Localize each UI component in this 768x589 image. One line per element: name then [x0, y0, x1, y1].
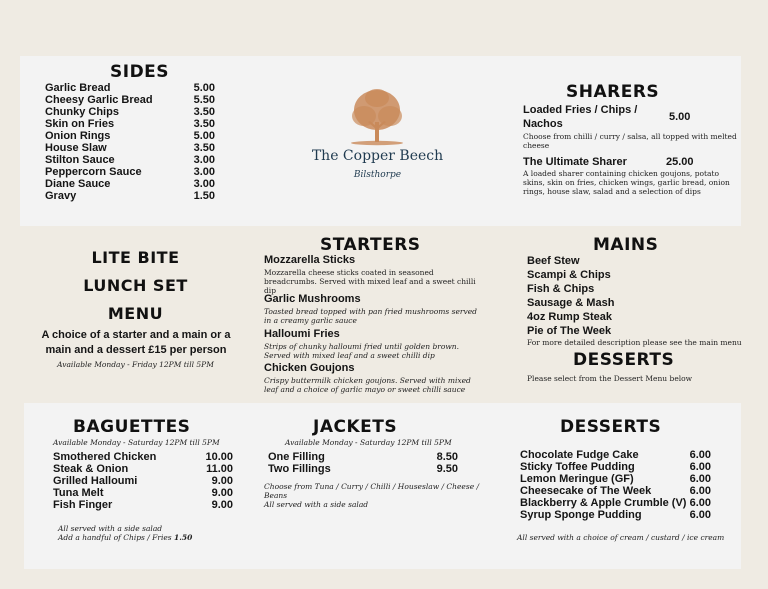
list-item: Syrup Sponge Pudding 6.00: [520, 509, 711, 521]
lite-title-2: LUNCH SET: [83, 276, 188, 295]
sharer-2-name: The Ultimate Sharer: [523, 156, 627, 168]
starters-title: STARTERS: [320, 235, 421, 255]
jackets-desc: Choose from Tuna / Curry / Chilli / Houseslaw / Cheese / Beans: [264, 482, 480, 500]
list-item: Diane Sauce 3.00: [45, 178, 215, 190]
list-item: Cheesy Garlic Bread 5.50: [45, 94, 215, 106]
sharer-1-name: Loaded Fries / Chips / Nachos: [523, 104, 638, 130]
sharer-1-desc: Choose from chilli / curry / salsa, all topped with melted cheese: [523, 132, 737, 150]
logo: [300, 86, 455, 190]
list-item: Peppercorn Sauce 3.00: [45, 166, 215, 178]
desserts-lite-note: Please select from the Dessert Menu below: [527, 374, 693, 383]
list-item: Sausage & Mash: [527, 297, 615, 309]
list-item: Cheesecake of The Week 6.00: [520, 485, 711, 497]
list-item: Stilton Sauce 3.00: [45, 154, 215, 166]
starter-4-desc: Crispy buttermilk chicken goujons. Served with mixed leaf and a choice of garlic mayo or sweet chilli sauce: [264, 376, 471, 394]
list-item: Smothered Chicken 10.00: [53, 451, 233, 463]
list-item: Onion Rings 5.00: [45, 130, 215, 142]
starter-1-name: Mozzarella Sticks: [264, 254, 356, 266]
baguettes-title: BAGUETTES: [73, 417, 191, 437]
jackets-note: Available Monday - Saturday 12PM till 5PM: [285, 438, 452, 447]
sharers-title: SHARERS: [566, 82, 660, 102]
list-item: Pie of The Week: [527, 325, 612, 337]
list-item: Chocolate Fudge Cake 6.00: [520, 449, 711, 461]
list-item: 4oz Rump Steak: [527, 311, 612, 323]
jackets-footer: All served with a side salad: [264, 500, 369, 509]
desserts-footer: All served with a choice of cream / custard / ice cream: [517, 533, 725, 542]
list-item: Two Fillings 9.50: [268, 463, 458, 475]
desserts-lite-title: DESSERTS: [573, 350, 675, 370]
logo-location: Bilsthorpe: [353, 170, 402, 180]
mains-title: MAINS: [593, 235, 659, 255]
list-item: Sticky Toffee Pudding 6.00: [520, 461, 711, 473]
list-item: House Slaw 3.50: [45, 142, 215, 154]
mains-note: For more detailed description please see the main menu: [527, 338, 742, 347]
sharer-2-desc: A loaded sharer containing chicken goujons, potato skins, skin on fries, chicken wings, garlic bread, onion rings, house slaw, salad and a selection of dips: [523, 169, 730, 196]
jackets-title: JACKETS: [313, 417, 398, 437]
list-item: Fish Finger 9.00: [53, 499, 233, 511]
baguettes-note: Available Monday - Saturday 12PM till 5PM: [53, 438, 220, 447]
list-item: Garlic Bread 5.00: [45, 82, 215, 94]
list-item: Skin on Fries 3.50: [45, 118, 215, 130]
lite-note: Available Monday - Friday 12PM till 5PM: [57, 360, 214, 369]
sharer-2-price: 25.00: [666, 156, 694, 168]
sides-title: SIDES: [110, 62, 170, 82]
list-item: Beef Stew: [527, 255, 580, 267]
sharer-1-price: 5.00: [669, 111, 691, 123]
list-item: Chunky Chips 3.50: [45, 106, 215, 118]
starter-1-desc: Mozzarella cheese sticks coated in seasoned breadcrumbs. Served with mixed leaf and a sweet chilli dip: [264, 268, 476, 295]
list-item: Steak & Onion 11.00: [53, 463, 233, 475]
starter-3-desc: Strips of chunky halloumi fried until golden brown. Served with mixed leaf and a sweet chilli dip: [264, 342, 459, 360]
baguettes-footer-2: Add a handful of Chips / Fries 1.50: [58, 533, 193, 542]
logo-name: The Copper Beech: [311, 148, 444, 164]
list-item: Blackberry & Apple Crumble (V) 6.00: [520, 497, 711, 509]
list-item: Scampi & Chips: [527, 269, 611, 281]
starter-2-name: Garlic Mushrooms: [264, 293, 361, 305]
list-item: Gravy 1.50: [45, 190, 215, 202]
baguettes-footer-1: All served with a side salad: [58, 524, 163, 533]
lite-desc: A choice of a starter and a main or a main and a dessert £15 per person: [41, 329, 231, 356]
list-item: Grilled Halloumi 9.00: [53, 475, 233, 487]
starter-2-desc: Toasted bread topped with pan fried mushrooms served in a creamy garlic sauce: [264, 307, 477, 325]
starter-4-name: Chicken Goujons: [264, 362, 355, 374]
lite-title-3: MENU: [107, 304, 164, 323]
tree-icon: [300, 86, 455, 148]
list-item: Fish & Chips: [527, 283, 595, 295]
lite-title-1: LITE BITE: [91, 248, 180, 267]
starter-3-name: Halloumi Fries: [264, 328, 340, 340]
list-item: One Filling 8.50: [268, 451, 458, 463]
list-item: Tuna Melt 9.00: [53, 487, 233, 499]
desserts-title: DESSERTS: [560, 417, 662, 437]
list-item: Lemon Meringue (GF) 6.00: [520, 473, 711, 485]
